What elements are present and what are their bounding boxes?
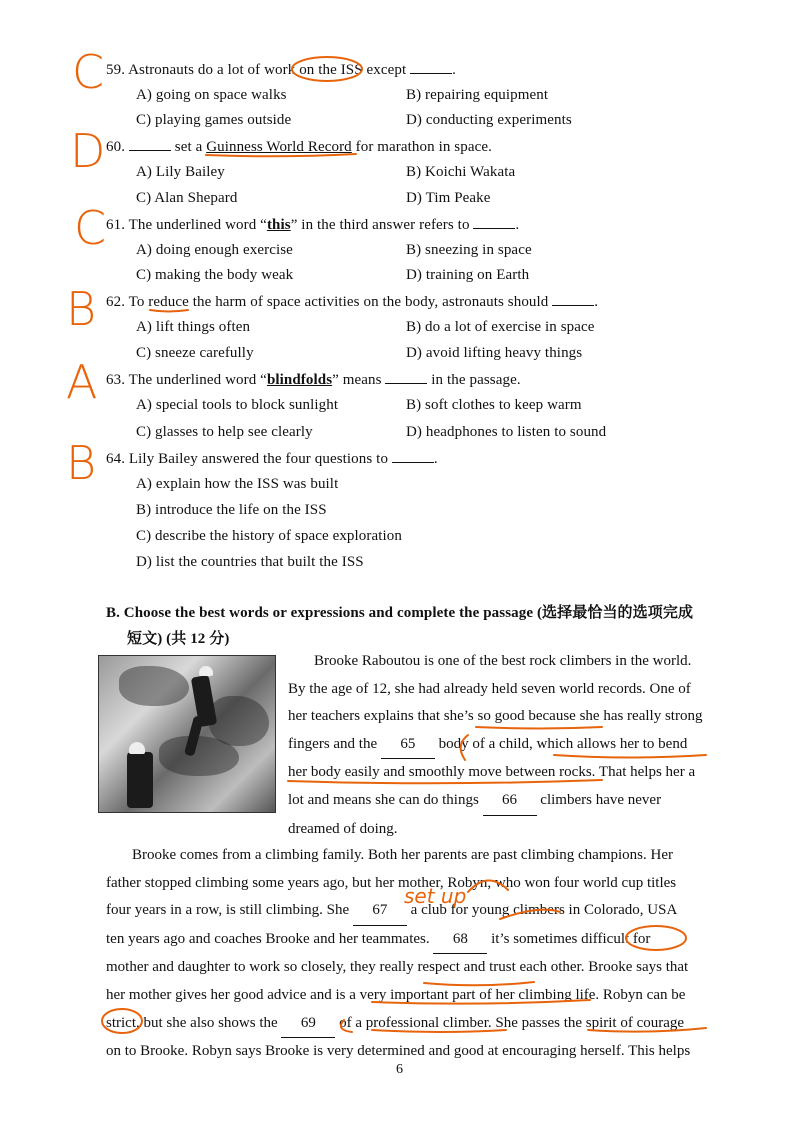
option-63d: D) headphones to listen to sound [406, 424, 607, 440]
blank-65: 65 [381, 731, 435, 760]
answer-blank [129, 138, 171, 151]
page-number: 6 [396, 1062, 403, 1077]
answer-blank [385, 371, 427, 384]
option-61a: A) doing enough exercise [136, 242, 293, 258]
question-63: 63. The underlined word “blindfolds” means in the passage. [106, 372, 521, 388]
answer-63-handwritten: A [66, 355, 98, 409]
option-64d: D) list the countries that built the ISS [136, 554, 364, 570]
option-64a: A) explain how the ISS was built [136, 476, 339, 492]
circled-phrase: on the ISS [299, 62, 363, 78]
blank-67: 67 [353, 897, 407, 926]
answer-61-handwritten: C [74, 201, 107, 255]
answer-blank [552, 293, 594, 306]
answer-blank [410, 61, 452, 74]
question-62: 62. To reduce the harm of space activities on the body, astronauts should . [106, 294, 599, 310]
option-61d: D) training on Earth [406, 267, 530, 283]
handwritten-note-67: set up [404, 884, 467, 908]
blank-69: 69 [281, 1010, 335, 1039]
question-61: 61. The underlined word “this” in the third answer refers to . [106, 217, 520, 233]
option-64c: C) describe the history of space exploration [136, 528, 402, 544]
option-59a: A) going on space walks [136, 87, 287, 103]
rock-climbing-photo [98, 655, 276, 813]
option-61c: C) making the body weak [136, 267, 294, 283]
option-61b: B) sneezing in space [406, 242, 532, 258]
option-60b: B) Koichi Wakata [406, 164, 516, 180]
answer-60-handwritten: D [70, 124, 106, 178]
blank-68: 68 [433, 926, 487, 955]
option-63c: C) glasses to help see clearly [136, 424, 313, 440]
option-62b: B) do a lot of exercise in space [406, 319, 595, 335]
section-b-title: B. Choose the best words or expressions and complete the passage (选择最恰当的选项完成 [106, 605, 694, 621]
option-59c: C) playing games outside [136, 112, 292, 128]
option-63a: A) special tools to block sunlight [136, 397, 339, 413]
option-62d: D) avoid lifting heavy things [406, 345, 583, 361]
blank-66: 66 [483, 787, 537, 816]
question-59: 59. Astronauts do a lot of work on the ISS except . [106, 62, 457, 78]
section-b-title-cont: 短文) (共 12 分) [127, 631, 230, 647]
option-62c: C) sneeze carefully [136, 345, 254, 361]
answer-59-handwritten: C [72, 45, 105, 99]
option-60a: A) Lily Bailey [136, 164, 225, 180]
answer-64-handwritten: B [66, 436, 97, 490]
option-60c: C) Alan Shepard [136, 190, 238, 206]
answer-62-handwritten: B [66, 282, 97, 336]
passage-paragraph-1: Brooke Raboutou is one of the best rock climbers in the world. By the age of 12, she had already held seven world records. One of her teachers explains that she’s so good because she has really strong fingers and the 65 body of a child, which allows her to bend her body easily and smoothly move between rocks. That helps her a lot and means she can do things 66 climbers have never dreamed of doing. [288, 653, 703, 837]
option-59b: B) repairing equipment [406, 87, 549, 103]
passage-paragraph-2: Brooke comes from a climbing family. Both her parents are past climbing champions. Her father stopped climbing some years ago, but her mother, Robyn, who won four world cup titles four years in a row, is still climbing. She 67 a club for young climbers in Colorado, USA ten years ago and coaches Brooke and her teammates. 68 it’s sometimes difficult for mother and daughter to work so closely, they really respect and trust each other. Brooke says that her mother gives her good advice and is a very important part of her climbing life. Robyn can be strict, but she also shows the 69 of a professional climber. She passes the spirit of courage on to Brooke. Robyn says Brooke is very determined and good at encouraging herself. This helps [106, 847, 691, 1060]
question-60: 60. set a Guinness World Record for marathon in space. [106, 139, 492, 155]
answer-blank [392, 450, 434, 463]
option-59d: D) conducting experiments [406, 112, 572, 128]
option-62a: A) lift things often [136, 319, 251, 335]
answer-blank [473, 216, 515, 229]
question-64: 64. Lily Bailey answered the four questions to . [106, 451, 438, 467]
option-64b: B) introduce the life on the ISS [136, 502, 327, 518]
option-60d: D) Tim Peake [406, 190, 491, 206]
option-63b: B) soft clothes to keep warm [406, 397, 582, 413]
